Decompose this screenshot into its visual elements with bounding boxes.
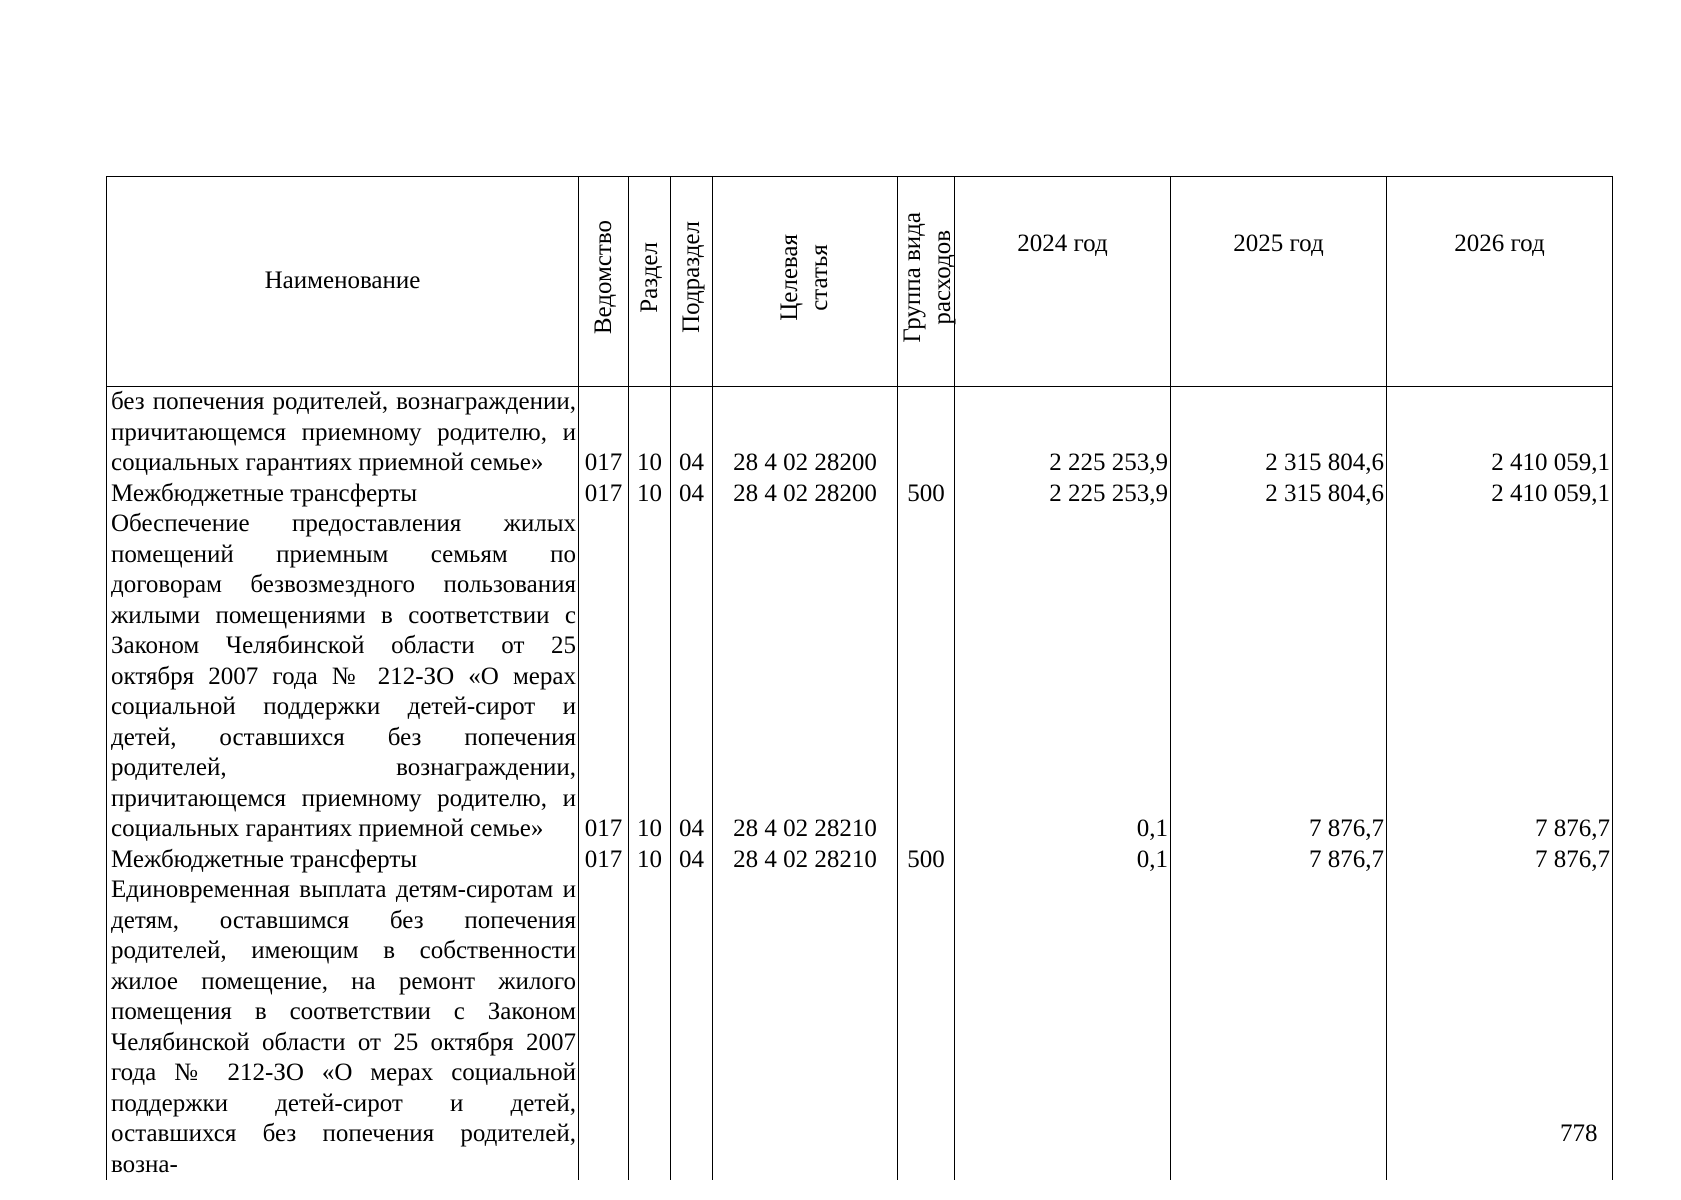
row-y2025-value: 2 315 804,6 [1265,449,1384,476]
header-year-2026 [1387,177,1613,387]
page-number: 778 [1560,1120,1598,1147]
row-cel-cell [713,875,898,1180]
table-row [107,479,1613,510]
row-cel-cell: 28 4 02 28200 [713,387,898,479]
row-y2024-cell: 0,1 [955,509,1171,845]
row-y2024-cell: 0,1 [955,845,1171,876]
row-ved-cell: 017 [579,387,629,479]
row-name-cell: Обеспечение предоставления жилых помещений приемным семьям по договорам безвозмездного пользования жилыми помещениями в соответствии с Законом Челябинской области от 25 октября 2007 года № 212-ЗО «О мерах социальной поддержки детей-сирот и детей, оставшихся без попечения родителей, вознаграждении, причитающемся приемному родителю, и социальных гарантиях приемной семье» [107,509,579,845]
row-y2026-cell: 7 876,7 [1387,509,1613,845]
header-vedomstvo-label: Ведомство [589,220,617,335]
table-row [107,845,1613,876]
header-podrazdel [671,177,713,387]
header-gruppa-line1: Группа вида [899,211,926,343]
row-podr-cell: 04 [671,479,713,510]
row-podr-cell: 04 [671,845,713,876]
row-grp-cell [898,875,955,1180]
budget-table-container [106,176,1612,1180]
header-podrazdel-label: Подраздел [677,221,705,334]
row-y2026-cell: 2 410 059,1 [1387,479,1613,510]
row-grp-cell: 500 [898,479,955,510]
header-year-2024 [955,177,1171,387]
row-y2024-cell: 2 225 253,9 [955,479,1171,510]
header-year-2025 [1171,177,1387,387]
row-razd-cell: 10 [629,845,671,876]
header-vedomstvo [579,177,629,387]
table-header-row [107,177,1613,387]
row-cel-cell: 28 4 02 28210 [713,845,898,876]
row-y2026-cell [1387,387,1613,479]
header-celevaya-line2: статья [806,243,833,311]
row-y2024-cell [955,387,1171,479]
row-razd-cell: 10 [629,479,671,510]
row-y2025-cell: 7 876,7 [1171,509,1387,845]
row-ved-cell: 017 [579,509,629,845]
row-y2026-cell: 7 876,7 [1387,845,1613,876]
row-y2025-cell [1171,387,1387,479]
header-year-2024-label: 2024 год [1017,230,1108,257]
row-cel-cell: 28 4 02 28200 [713,479,898,510]
row-cel-cell: 28 4 02 28210 [713,509,898,845]
row-ved-cell: 017 [579,845,629,876]
header-razdel-label: Раздел [635,241,663,313]
table-row [107,387,1613,479]
row-y2025-cell: 2 315 804,6 [1171,479,1387,510]
header-razdel [629,177,671,387]
row-grp-cell [898,509,955,845]
header-gruppa-line2: расходов [929,229,956,325]
row-podr-cell: 04 [671,509,713,845]
header-celevaya-statya [713,177,898,387]
row-y2025-cell: 7 876,7 [1171,845,1387,876]
header-name-label: Наименование [264,267,421,295]
row-y2024-cell [955,875,1171,1180]
row-razd-cell [629,875,671,1180]
row-name-cell: Межбюджетные трансферты [107,479,579,510]
row-podr-cell: 04 [671,387,713,479]
budget-table [106,176,1613,1180]
header-gruppa-label [898,212,958,343]
row-y2025-cell [1171,875,1387,1180]
row-ved-cell: 017 [579,479,629,510]
header-gruppa-vida [898,177,955,387]
row-grp-cell: 500 [898,845,955,876]
row-y2026-value: 2 410 059,1 [1491,449,1610,476]
row-y2024-value: 2 225 253,9 [1049,449,1168,476]
row-razd-cell: 10 [629,387,671,479]
row-name-cell: Единовременная выплата детям-сиротам и детям, оставшимся без попечения родителей, имеющим в собственности жилое помещение, на ремонт жилого помещения в соответствии с Законом Челябинской области от 25 октября 2007 года № 212-ЗО «О мерах социальной поддержки детей-сирот и детей, оставшихся без попечения родителей, возна- [107,875,579,1180]
row-razd-cell: 10 [629,509,671,845]
row-podr-cell [671,875,713,1180]
header-year-2026-label: 2026 год [1454,230,1545,257]
header-name [107,177,579,387]
row-name-cell: без попечения родителей, вознаграждении, причитающемся приемному родителю, и социальных гарантиях приемной семье» [107,387,579,479]
row-name-cell: Межбюджетные трансферты [107,845,579,876]
header-year-2025-label: 2025 год [1233,230,1324,257]
table-row [107,875,1613,1180]
header-celevaya-line1: Целевая [776,233,803,321]
header-celevaya-label [775,234,835,321]
row-ved-cell [579,875,629,1180]
row-grp-cell [898,387,955,479]
table-row [107,509,1613,845]
